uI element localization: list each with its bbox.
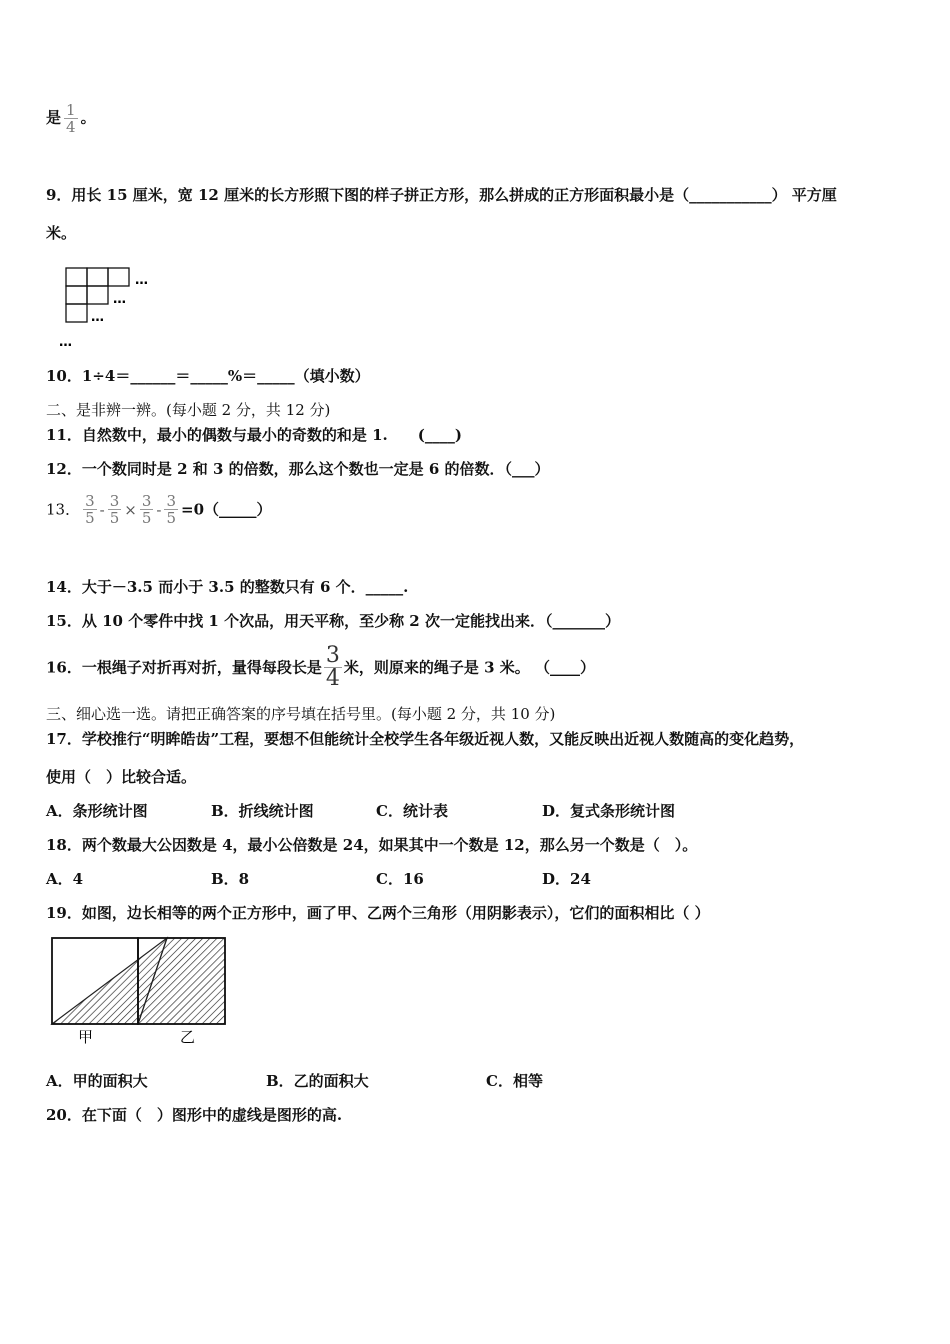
- q18-option-c: C．16: [376, 870, 424, 888]
- q19-option-c: C．相等: [486, 1072, 543, 1090]
- q8-line: [46, 102, 96, 135]
- q13-number: 13．: [46, 500, 81, 519]
- q16-frac-num: 3: [325, 643, 340, 668]
- q17-line1: 17．学校推行“明眸皓齿”工程，要想不但能统计全校学生各年级近视人数，又能反映出近视人数随高的变化趋势，: [46, 730, 805, 748]
- q8-frac-num: 1: [66, 101, 76, 119]
- q16-frac-den: 4: [325, 666, 340, 691]
- section3-title: 三、细心选一选。请把正确答案的序号填在括号里。(每小题 2 分，共 10 分): [46, 705, 556, 723]
- q13-d2: 5: [109, 509, 120, 527]
- q17-option-b: B．折线统计图: [211, 802, 314, 820]
- q9-cell: [66, 286, 87, 304]
- q13-d3: 5: [141, 509, 152, 527]
- q13-n4: 3: [166, 492, 177, 510]
- q13-fraction: [108, 493, 122, 526]
- q9-cell: [66, 268, 87, 286]
- q13-d4: 5: [166, 509, 177, 527]
- q19-line: 19．如图，边长相等的两个正方形中，画了甲、乙两个三角形（用阴影表示），它们的面积相比（ ）: [46, 904, 710, 922]
- q9-dots: …: [113, 292, 126, 307]
- q9-cell: [66, 304, 87, 322]
- q16-prefix: 16．一根绳子对折再对折，量得每段长是: [46, 658, 322, 677]
- q13-fraction: [140, 493, 154, 526]
- q13-op: -: [156, 500, 162, 519]
- q9-line2: 米。: [46, 224, 77, 242]
- q9-dots: …: [135, 273, 148, 288]
- q18-line: 18．两个数最大公因数是 4，最小公倍数是 24，如果其中一个数是 12，那么另一个数是（ ）。: [46, 836, 698, 854]
- q19-option-a: A．甲的面积大: [46, 1072, 148, 1090]
- q9-square-figure: [55, 262, 165, 352]
- q13-n2: 3: [109, 492, 120, 510]
- q8-frac-den: 4: [66, 118, 76, 136]
- q8-prefix: 是: [46, 108, 62, 127]
- q9-dots: …: [59, 335, 72, 350]
- q18-option-b: B．8: [211, 870, 250, 888]
- q13-n1: 3: [85, 492, 95, 510]
- q13-fraction: [164, 493, 178, 526]
- q13-line: [46, 493, 272, 526]
- q18-option-a: A．4: [46, 870, 84, 888]
- q13-fraction: [83, 493, 97, 526]
- q9-dots: …: [91, 310, 104, 325]
- q19-option-b: B．乙的面积大: [266, 1072, 369, 1090]
- q13-op: -: [99, 500, 105, 519]
- q9-cell: [87, 268, 108, 286]
- q8-fraction: [64, 102, 78, 135]
- q12-line: 12．一个数同时是 2 和 3 的倍数，那么这个数也一定是 6 的倍数．（___）: [46, 460, 550, 478]
- q19-label-jia: 甲: [78, 1028, 94, 1046]
- q10-line: 10．1÷4＝______＝_____%＝_____（填小数）: [46, 367, 370, 385]
- q14-line: 14．大于－3.5 而小于 3.5 的整数只有 6 个．_____.: [46, 578, 409, 596]
- q13-d1: 5: [85, 509, 95, 527]
- q17-option-a: A．条形统计图: [46, 802, 148, 820]
- q9-line1: 9．用长 15 厘米，宽 12 厘米的长方形照下图的样子拼正方形，那么拼成的正方形面积最小是（___________） 平方厘: [46, 186, 837, 204]
- q20-line: 20．在下面（ ）图形中的虚线是图形的高.: [46, 1106, 343, 1124]
- q9-cell: [108, 268, 129, 286]
- q11-line: 11．自然数中，最小的偶数与最小的奇数的和是 1. (____): [46, 426, 462, 444]
- section2-title: 二、是非辨一辨。(每小题 2 分，共 12 分): [46, 401, 331, 419]
- q13-op: ×: [124, 500, 137, 519]
- q15-line: 15．从 10 个零件中找 1 个次品，用天平称，至少称 2 次一定能找出来．（_______）: [46, 612, 620, 630]
- q16-fraction: [324, 645, 342, 690]
- q13-n3: 3: [141, 492, 152, 510]
- q8-suffix: 。: [80, 108, 96, 127]
- q19-label-yi: 乙: [180, 1028, 196, 1046]
- q9-cell: [87, 286, 108, 304]
- q17-option-c: C．统计表: [376, 802, 448, 820]
- q17-option-d: D．复式条形统计图: [542, 802, 676, 820]
- q16-line: [46, 645, 595, 690]
- q13-tail: =0（_____）: [181, 500, 272, 519]
- q19-triangle-figure: [46, 932, 236, 1047]
- q17-line2: 使用（ ）比较合适。: [46, 768, 197, 786]
- q16-suffix: 米，则原来的绳子是 3 米。 （____）: [343, 658, 595, 677]
- q18-option-d: D．24: [542, 870, 591, 888]
